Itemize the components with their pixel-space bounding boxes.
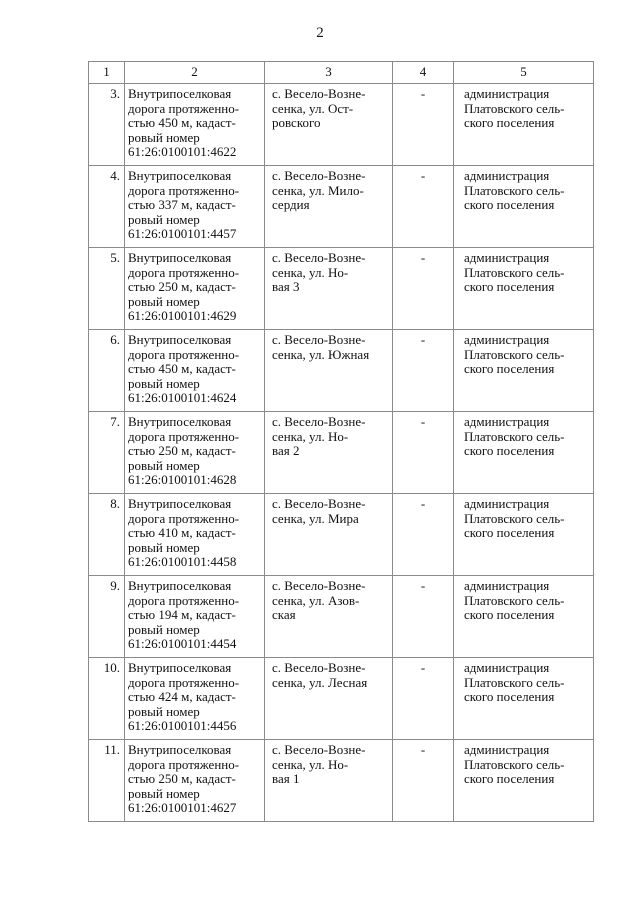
row-number: 5.	[110, 250, 120, 265]
header-cell-3: 3	[265, 62, 393, 84]
property-table	[88, 61, 594, 822]
table-header-row	[89, 62, 594, 84]
rights-holder: администрация Платовского сель- ского поселения	[464, 578, 565, 622]
object-address: с. Весело-Возне- сенка, ул. Но- вая 3	[272, 250, 366, 294]
column-4-value: -	[420, 660, 426, 675]
column-4-value: -	[420, 496, 426, 511]
row-number: 11.	[104, 742, 120, 757]
rights-holder: администрация Платовского сель- ского поселения	[464, 660, 565, 704]
object-address: с. Весело-Возне- сенка, ул. Мира	[272, 496, 366, 526]
row-number: 4.	[110, 168, 120, 183]
object-description: Внутрипоселковая дорога протяженно- стью 410 м, кадаст- ровый номер 61:26:0100101:4458	[128, 496, 240, 569]
object-description: Внутрипоселковая дорога протяженно- стью 194 м, кадаст- ровый номер 61:26:0100101:4454	[128, 578, 240, 651]
row-number: 7.	[110, 414, 120, 429]
object-address: с. Весело-Возне- сенка, ул. Ост- ровского	[272, 86, 366, 130]
column-4-value: -	[420, 578, 426, 593]
column-4-value: -	[420, 86, 426, 101]
table-row	[89, 576, 594, 658]
rights-holder: администрация Платовского сель- ского поселения	[464, 742, 565, 786]
row-number: 8.	[110, 496, 120, 511]
column-4-value: -	[420, 742, 426, 757]
column-4-value: -	[420, 250, 426, 265]
object-address: с. Весело-Возне- сенка, ул. Азов- ская	[272, 578, 366, 622]
column-4-value: -	[420, 414, 426, 429]
table-row	[89, 330, 594, 412]
table-row	[89, 740, 594, 822]
object-description: Внутрипоселковая дорога протяженно- стью 450 м, кадаст- ровый номер 61:26:0100101:4624	[128, 332, 240, 405]
object-address: с. Весело-Возне- сенка, ул. Лесная	[272, 660, 368, 690]
object-address: с. Весело-Возне- сенка, ул. Но- вая 2	[272, 414, 366, 458]
rights-holder: администрация Платовского сель- ского поселения	[464, 250, 565, 294]
table-row	[89, 84, 594, 166]
table-row	[89, 658, 594, 740]
page-number: 2	[316, 25, 324, 41]
header-cell-2: 2	[125, 62, 265, 84]
object-address: с. Весело-Возне- сенка, ул. Южная	[272, 332, 370, 362]
rights-holder: администрация Платовского сель- ского поселения	[464, 496, 565, 540]
rights-holder: администрация Платовского сель- ского поселения	[464, 332, 565, 376]
object-address: с. Весело-Возне- сенка, ул. Мило- сердия	[272, 168, 366, 212]
object-description: Внутрипоселковая дорога протяженно- стью 250 м, кадаст- ровый номер 61:26:0100101:4629	[128, 250, 240, 323]
header-cell-4: 4	[393, 62, 454, 84]
row-number: 6.	[110, 332, 120, 347]
row-number: 10.	[103, 660, 120, 675]
rights-holder: администрация Платовского сель- ского поселения	[464, 414, 565, 458]
rights-holder: администрация Платовского сель- ского поселения	[464, 168, 565, 212]
table-row	[89, 494, 594, 576]
object-address: с. Весело-Возне- сенка, ул. Но- вая 1	[272, 742, 366, 786]
object-description: Внутрипоселковая дорога протяженно- стью 250 м, кадаст- ровый номер 61:26:0100101:4628	[128, 414, 240, 487]
column-4-value: -	[420, 168, 426, 183]
header-cell-5: 5	[454, 62, 594, 84]
rights-holder: администрация Платовского сель- ского поселения	[464, 86, 565, 130]
object-description: Внутрипоселковая дорога протяженно- стью 450 м, кадаст- ровый номер 61:26:0100101:4622	[128, 86, 240, 159]
object-description: Внутрипоселковая дорога протяженно- стью 424 м, кадаст- ровый номер 61:26:0100101:4456	[128, 660, 240, 733]
row-number: 3.	[110, 86, 120, 101]
table-row	[89, 166, 594, 248]
table-row	[89, 412, 594, 494]
header-cell-1: 1	[89, 62, 125, 84]
object-description: Внутрипоселковая дорога протяженно- стью 337 м, кадаст- ровый номер 61:26:0100101:4457	[128, 168, 240, 241]
table-row	[89, 248, 594, 330]
row-number: 9.	[110, 578, 120, 593]
column-4-value: -	[420, 332, 426, 347]
object-description: Внутрипоселковая дорога протяженно- стью 250 м, кадаст- ровый номер 61:26:0100101:4627	[128, 742, 240, 815]
